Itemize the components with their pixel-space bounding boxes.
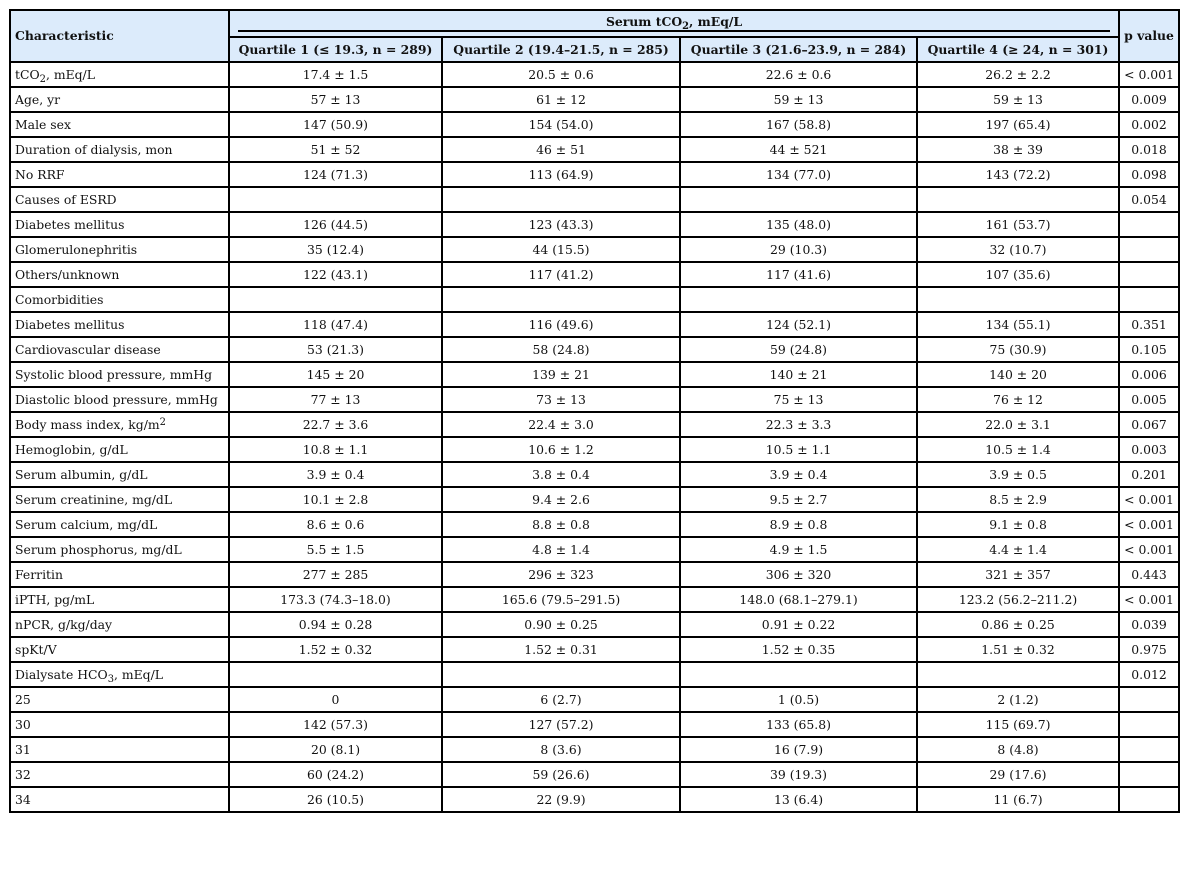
quartile-3-header: Quartile 3 (21.6–23.9, n = 284) xyxy=(680,37,917,62)
row-label xyxy=(10,662,229,687)
quartile-3-cell: 135 (48.0) xyxy=(680,212,917,237)
quartile-3-cell: 134 (77.0) xyxy=(680,162,917,187)
quartile-2-cell: 113 (64.9) xyxy=(442,162,680,187)
quartile-1-cell: 77 ± 13 xyxy=(229,387,442,412)
quartile-2-cell: 3.8 ± 0.4 xyxy=(442,462,680,487)
row-label-text: tCO xyxy=(15,66,40,82)
quartile-3-cell: 1 (0.5) xyxy=(680,687,917,712)
quartile-3-cell: 22.6 ± 0.6 xyxy=(680,62,917,87)
quartile-3-cell: 3.9 ± 0.4 xyxy=(680,462,917,487)
p-value-cell xyxy=(1119,762,1179,787)
quartile-4-cell xyxy=(917,662,1119,687)
row-label-text: spKt/V xyxy=(15,641,57,657)
p-value-cell: 0.002 xyxy=(1119,112,1179,137)
p-value-cell: 0.005 xyxy=(1119,387,1179,412)
p-value-cell: 0.351 xyxy=(1119,312,1179,337)
quartile-4-cell: 4.4 ± 1.4 xyxy=(917,537,1119,562)
quartile-2-cell xyxy=(442,187,680,212)
table-row xyxy=(10,762,1179,787)
quartile-1-cell: 60 (24.2) xyxy=(229,762,442,787)
p-value-cell xyxy=(1119,737,1179,762)
quartile-3-cell: 75 ± 13 xyxy=(680,387,917,412)
row-label-text: Others/unknown xyxy=(15,266,120,282)
quartile-3-cell: 306 ± 320 xyxy=(680,562,917,587)
row-label-text: 34 xyxy=(15,791,31,807)
quartile-1-cell xyxy=(229,662,442,687)
row-label-text: Age, yr xyxy=(15,91,61,107)
row-label-subscript: 3 xyxy=(107,673,115,685)
quartile-2-cell: 46 ± 51 xyxy=(442,137,680,162)
p-value-cell: 0.105 xyxy=(1119,337,1179,362)
quartile-2-cell: 165.6 (79.5–291.5) xyxy=(442,587,680,612)
row-label xyxy=(10,87,229,112)
quartile-4-cell: 76 ± 12 xyxy=(917,387,1119,412)
table-row xyxy=(10,287,1179,312)
table-row xyxy=(10,237,1179,262)
row-label-text: 30 xyxy=(15,716,31,732)
p-value-cell xyxy=(1119,687,1179,712)
row-label xyxy=(10,587,229,612)
p-value-cell xyxy=(1119,787,1179,812)
table-row xyxy=(10,637,1179,662)
p-value-cell xyxy=(1119,212,1179,237)
row-label-text: nPCR, g/kg/day xyxy=(15,616,113,632)
quartile-1-cell xyxy=(229,187,442,212)
quartile-2-cell: 127 (57.2) xyxy=(442,712,680,737)
quartile-4-cell: 134 (55.1) xyxy=(917,312,1119,337)
quartile-4-cell: 321 ± 357 xyxy=(917,562,1119,587)
quartile-4-cell xyxy=(917,187,1119,212)
quartile-3-cell: 29 (10.3) xyxy=(680,237,917,262)
quartile-1-header: Quartile 1 (≤ 19.3, n = 289) xyxy=(229,37,442,62)
table-row xyxy=(10,662,1179,687)
p-value-cell: 0.443 xyxy=(1119,562,1179,587)
quartile-2-cell: 22 (9.9) xyxy=(442,787,680,812)
quartile-4-cell: 29 (17.6) xyxy=(917,762,1119,787)
quartile-3-cell: 9.5 ± 2.7 xyxy=(680,487,917,512)
quartile-4-cell: 32 (10.7) xyxy=(917,237,1119,262)
row-label xyxy=(10,412,229,437)
quartile-2-cell: 9.4 ± 2.6 xyxy=(442,487,680,512)
row-label-subscript: 2 xyxy=(39,73,46,85)
quartile-3-cell: 124 (52.1) xyxy=(680,312,917,337)
quartile-3-cell: 4.9 ± 1.5 xyxy=(680,537,917,562)
row-label-superscript: 2 xyxy=(159,417,166,429)
quartile-4-cell: 197 (65.4) xyxy=(917,112,1119,137)
table-row xyxy=(10,712,1179,737)
quartile-1-cell: 53 (21.3) xyxy=(229,337,442,362)
quartile-1-cell: 3.9 ± 0.4 xyxy=(229,462,442,487)
row-label xyxy=(10,537,229,562)
p-value-cell: 0.003 xyxy=(1119,437,1179,462)
quartile-3-cell xyxy=(680,187,917,212)
quartile-3-cell: 10.5 ± 1.1 xyxy=(680,437,917,462)
table-row xyxy=(10,212,1179,237)
p-value-cell: < 0.001 xyxy=(1119,62,1179,87)
p-value-cell xyxy=(1119,262,1179,287)
table-row xyxy=(10,137,1179,162)
table-row xyxy=(10,112,1179,137)
quartile-4-cell: 8.5 ± 2.9 xyxy=(917,487,1119,512)
table-row xyxy=(10,437,1179,462)
quartile-3-cell: 13 (6.4) xyxy=(680,787,917,812)
quartile-3-cell: 16 (7.9) xyxy=(680,737,917,762)
group-label-suffix: , mEq/L xyxy=(689,13,743,29)
quartile-3-cell: 148.0 (68.1–279.1) xyxy=(680,587,917,612)
table-row xyxy=(10,412,1179,437)
quartile-3-cell: 117 (41.6) xyxy=(680,262,917,287)
quartile-1-cell: 145 ± 20 xyxy=(229,362,442,387)
row-label xyxy=(10,637,229,662)
p-value-cell: 0.018 xyxy=(1119,137,1179,162)
table-row xyxy=(10,312,1179,337)
quartile-4-cell: 143 (72.2) xyxy=(917,162,1119,187)
row-label xyxy=(10,112,229,137)
quartile-2-cell: 61 ± 12 xyxy=(442,87,680,112)
row-label xyxy=(10,462,229,487)
quartile-4-cell: 161 (53.7) xyxy=(917,212,1119,237)
group-label-subscript: 2 xyxy=(682,20,690,32)
quartile-3-cell: 44 ± 521 xyxy=(680,137,917,162)
quartile-4-header: Quartile 4 (≥ 24, n = 301) xyxy=(917,37,1119,62)
quartile-3-cell: 59 ± 13 xyxy=(680,87,917,112)
row-label xyxy=(10,437,229,462)
row-label xyxy=(10,737,229,762)
quartile-1-cell: 10.1 ± 2.8 xyxy=(229,487,442,512)
table-row xyxy=(10,162,1179,187)
p-value-cell: 0.012 xyxy=(1119,662,1179,687)
quartile-3-cell: 0.91 ± 0.22 xyxy=(680,612,917,637)
table-row xyxy=(10,262,1179,287)
quartile-2-cell: 296 ± 323 xyxy=(442,562,680,587)
quartile-1-cell: 126 (44.5) xyxy=(229,212,442,237)
row-label xyxy=(10,187,229,212)
quartile-4-cell: 8 (4.8) xyxy=(917,737,1119,762)
table-row xyxy=(10,687,1179,712)
table-row xyxy=(10,487,1179,512)
table-row xyxy=(10,612,1179,637)
quartile-1-cell: 26 (10.5) xyxy=(229,787,442,812)
p-value-cell xyxy=(1119,287,1179,312)
row-label-text: 25 xyxy=(15,691,31,707)
quartile-2-cell: 20.5 ± 0.6 xyxy=(442,62,680,87)
quartile-3-cell: 39 (19.3) xyxy=(680,762,917,787)
quartile-1-cell: 173.3 (74.3–18.0) xyxy=(229,587,442,612)
quartile-1-cell: 10.8 ± 1.1 xyxy=(229,437,442,462)
quartile-1-cell: 22.7 ± 3.6 xyxy=(229,412,442,437)
row-label xyxy=(10,312,229,337)
p-value-cell xyxy=(1119,712,1179,737)
quartile-2-cell: 4.8 ± 1.4 xyxy=(442,537,680,562)
quartile-1-cell: 17.4 ± 1.5 xyxy=(229,62,442,87)
row-label xyxy=(10,62,229,87)
quartile-1-cell: 57 ± 13 xyxy=(229,87,442,112)
quartile-2-cell xyxy=(442,662,680,687)
quartile-2-cell: 59 (26.6) xyxy=(442,762,680,787)
quartile-1-cell: 118 (47.4) xyxy=(229,312,442,337)
row-label xyxy=(10,262,229,287)
table-row xyxy=(10,62,1179,87)
row-label xyxy=(10,362,229,387)
row-label xyxy=(10,787,229,812)
quartile-4-cell: 38 ± 39 xyxy=(917,137,1119,162)
quartile-1-cell: 0 xyxy=(229,687,442,712)
quartile-3-cell: 22.3 ± 3.3 xyxy=(680,412,917,437)
serum-tco2-group-header xyxy=(229,10,1119,37)
table-body xyxy=(10,62,1179,812)
p-value-cell: 0.975 xyxy=(1119,637,1179,662)
row-label xyxy=(10,762,229,787)
row-label-text: 32 xyxy=(15,766,31,782)
row-label-text: No RRF xyxy=(15,166,65,182)
quartile-2-cell: 116 (49.6) xyxy=(442,312,680,337)
p-value-cell: 0.054 xyxy=(1119,187,1179,212)
quartile-3-cell: 133 (65.8) xyxy=(680,712,917,737)
p-value-cell: 0.098 xyxy=(1119,162,1179,187)
quartile-2-cell: 6 (2.7) xyxy=(442,687,680,712)
p-value-cell: 0.067 xyxy=(1119,412,1179,437)
quartile-2-header: Quartile 2 (19.4–21.5, n = 285) xyxy=(442,37,680,62)
quartile-4-cell: 75 (30.9) xyxy=(917,337,1119,362)
row-label-text: Comorbidities xyxy=(15,291,104,307)
quartile-4-cell: 140 ± 20 xyxy=(917,362,1119,387)
row-label xyxy=(10,237,229,262)
quartile-2-cell: 1.52 ± 0.31 xyxy=(442,637,680,662)
quartile-1-cell: 5.5 ± 1.5 xyxy=(229,537,442,562)
row-label xyxy=(10,562,229,587)
row-label-text: Serum creatinine, mg/dL xyxy=(15,491,173,507)
p-value-cell: < 0.001 xyxy=(1119,512,1179,537)
quartile-3-cell: 167 (58.8) xyxy=(680,112,917,137)
row-label-text: Diastolic blood pressure, mmHg xyxy=(15,391,218,407)
quartile-1-cell: 124 (71.3) xyxy=(229,162,442,187)
quartile-4-cell: 2 (1.2) xyxy=(917,687,1119,712)
quartile-2-cell: 154 (54.0) xyxy=(442,112,680,137)
table-row xyxy=(10,562,1179,587)
quartile-2-cell: 73 ± 13 xyxy=(442,387,680,412)
quartile-2-cell: 123 (43.3) xyxy=(442,212,680,237)
row-label-text: Cardiovascular disease xyxy=(15,341,161,357)
table-row xyxy=(10,387,1179,412)
p-value-cell: 0.039 xyxy=(1119,612,1179,637)
row-label xyxy=(10,387,229,412)
quartile-2-cell: 44 (15.5) xyxy=(442,237,680,262)
row-label-text: Hemoglobin, g/dL xyxy=(15,441,128,457)
table-row xyxy=(10,537,1179,562)
row-label xyxy=(10,137,229,162)
row-label-text: Diabetes mellitus xyxy=(15,216,125,232)
quartile-2-cell xyxy=(442,287,680,312)
row-label-text: Ferritin xyxy=(15,566,63,582)
quartile-4-cell: 9.1 ± 0.8 xyxy=(917,512,1119,537)
row-label-text: Body mass index, kg/m xyxy=(15,416,160,432)
row-label-text: Serum calcium, mg/dL xyxy=(15,516,158,532)
quartile-3-cell xyxy=(680,662,917,687)
quartile-1-cell: 147 (50.9) xyxy=(229,112,442,137)
quartile-1-cell: 1.52 ± 0.32 xyxy=(229,637,442,662)
p-value-column-header: p value xyxy=(1119,10,1179,62)
quartile-2-cell: 22.4 ± 3.0 xyxy=(442,412,680,437)
row-label-text: Male sex xyxy=(15,116,71,132)
row-label xyxy=(10,337,229,362)
quartile-3-cell: 8.9 ± 0.8 xyxy=(680,512,917,537)
p-value-cell: 0.009 xyxy=(1119,87,1179,112)
table-row xyxy=(10,87,1179,112)
quartile-1-cell: 142 (57.3) xyxy=(229,712,442,737)
quartile-1-cell: 51 ± 52 xyxy=(229,137,442,162)
table-row xyxy=(10,362,1179,387)
characteristic-column-header: Characteristic xyxy=(10,10,229,62)
quartile-1-cell: 122 (43.1) xyxy=(229,262,442,287)
quartile-2-cell: 58 (24.8) xyxy=(442,337,680,362)
quartile-4-cell xyxy=(917,287,1119,312)
row-label xyxy=(10,687,229,712)
quartile-4-cell: 3.9 ± 0.5 xyxy=(917,462,1119,487)
row-label-text: 31 xyxy=(15,741,31,757)
p-value-cell: 0.201 xyxy=(1119,462,1179,487)
quartile-2-cell: 139 ± 21 xyxy=(442,362,680,387)
quartile-4-cell: 0.86 ± 0.25 xyxy=(917,612,1119,637)
p-value-cell xyxy=(1119,237,1179,262)
row-label-text: iPTH, pg/mL xyxy=(15,591,95,607)
row-label xyxy=(10,287,229,312)
quartile-1-cell: 8.6 ± 0.6 xyxy=(229,512,442,537)
quartile-4-cell: 26.2 ± 2.2 xyxy=(917,62,1119,87)
quartile-4-cell: 115 (69.7) xyxy=(917,712,1119,737)
row-label xyxy=(10,512,229,537)
table-row xyxy=(10,187,1179,212)
table-row xyxy=(10,787,1179,812)
quartile-1-cell: 20 (8.1) xyxy=(229,737,442,762)
quartile-3-cell: 1.52 ± 0.35 xyxy=(680,637,917,662)
quartile-2-cell: 117 (41.2) xyxy=(442,262,680,287)
row-label xyxy=(10,712,229,737)
quartile-1-cell: 35 (12.4) xyxy=(229,237,442,262)
row-label-text: Diabetes mellitus xyxy=(15,316,125,332)
table-row xyxy=(10,337,1179,362)
row-label-text: Systolic blood pressure, mmHg xyxy=(15,366,213,382)
p-value-cell: < 0.001 xyxy=(1119,537,1179,562)
row-label-text: Causes of ESRD xyxy=(15,191,117,207)
table-row xyxy=(10,512,1179,537)
table-row xyxy=(10,462,1179,487)
table-row xyxy=(10,737,1179,762)
quartile-1-cell: 277 ± 285 xyxy=(229,562,442,587)
quartile-2-cell: 0.90 ± 0.25 xyxy=(442,612,680,637)
row-label-text: Duration of dialysis, mon xyxy=(15,141,173,157)
p-value-cell: < 0.001 xyxy=(1119,587,1179,612)
header-row-group xyxy=(10,10,1179,37)
quartile-4-cell: 123.2 (56.2–211.2) xyxy=(917,587,1119,612)
quartile-4-cell: 107 (35.6) xyxy=(917,262,1119,287)
characteristics-table xyxy=(9,9,1180,813)
quartile-4-cell: 59 ± 13 xyxy=(917,87,1119,112)
quartile-4-cell: 11 (6.7) xyxy=(917,787,1119,812)
row-label-text: Dialysate HCO xyxy=(15,666,108,682)
row-label-suffix: , mEq/L xyxy=(114,666,164,682)
row-label-text: Serum albumin, g/dL xyxy=(15,466,148,482)
p-value-cell: < 0.001 xyxy=(1119,487,1179,512)
row-label-text: Serum phosphorus, mg/dL xyxy=(15,541,182,557)
row-label xyxy=(10,612,229,637)
quartile-1-cell xyxy=(229,287,442,312)
quartile-2-cell: 10.6 ± 1.2 xyxy=(442,437,680,462)
row-label xyxy=(10,162,229,187)
row-label-suffix: , mEq/L xyxy=(45,66,95,82)
quartile-4-cell: 1.51 ± 0.32 xyxy=(917,637,1119,662)
p-value-cell: 0.006 xyxy=(1119,362,1179,387)
quartile-2-cell: 8 (3.6) xyxy=(442,737,680,762)
row-label xyxy=(10,212,229,237)
table-header xyxy=(10,10,1179,62)
row-label xyxy=(10,487,229,512)
quartile-3-cell xyxy=(680,287,917,312)
quartile-3-cell: 140 ± 21 xyxy=(680,362,917,387)
row-label-text: Glomerulonephritis xyxy=(15,241,138,257)
quartile-4-cell: 10.5 ± 1.4 xyxy=(917,437,1119,462)
quartile-3-cell: 59 (24.8) xyxy=(680,337,917,362)
table-row xyxy=(10,587,1179,612)
quartile-2-cell: 8.8 ± 0.8 xyxy=(442,512,680,537)
quartile-1-cell: 0.94 ± 0.28 xyxy=(229,612,442,637)
group-label-prefix: Serum tCO xyxy=(605,13,683,29)
quartile-4-cell: 22.0 ± 3.1 xyxy=(917,412,1119,437)
serum-tco2-group-label xyxy=(238,15,1110,32)
